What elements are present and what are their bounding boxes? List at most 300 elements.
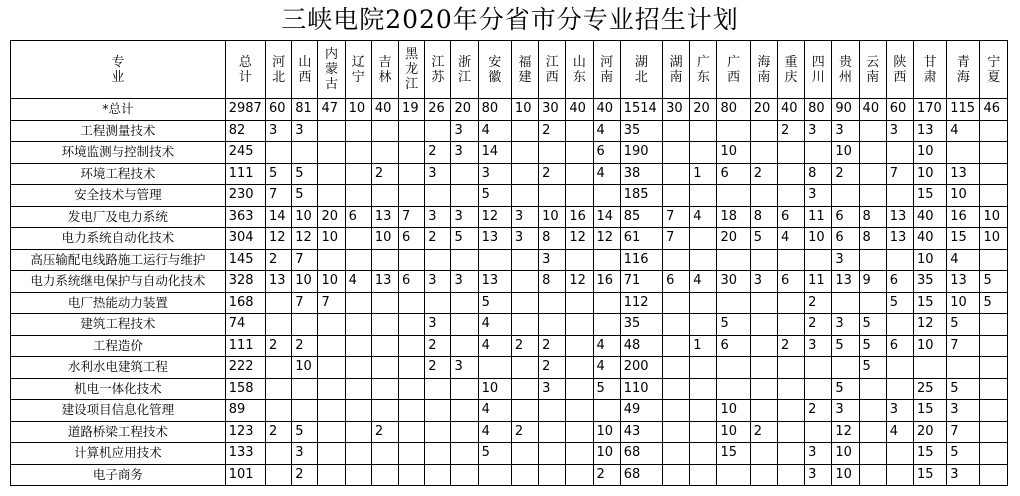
province-count-cell xyxy=(318,163,345,185)
province-count-cell: 13 xyxy=(478,271,511,293)
province-count-cell: 13 xyxy=(371,271,398,293)
column-header-label: 广东 xyxy=(696,54,710,85)
province-count-cell: 8 xyxy=(539,228,566,250)
province-count-cell: 3 xyxy=(886,120,913,142)
column-header-label: 四川 xyxy=(811,54,825,85)
province-count-cell xyxy=(663,292,690,314)
province-count-cell: 4 xyxy=(478,421,511,443)
province-count-cell xyxy=(663,314,690,336)
province-count-cell: 13 xyxy=(913,120,946,142)
province-count-cell: 5 xyxy=(478,185,511,207)
table-row xyxy=(11,206,1008,228)
column-header-label: 内蒙古 xyxy=(325,47,339,92)
province-count-cell: 3 xyxy=(425,271,451,293)
column-header-label: 青海 xyxy=(956,54,970,85)
province-count-cell xyxy=(371,335,398,357)
province-count-cell xyxy=(777,142,804,164)
province-count-cell xyxy=(425,120,451,142)
province-count-cell: 48 xyxy=(620,335,662,357)
province-count-cell xyxy=(318,464,345,486)
province-count-cell xyxy=(318,249,345,271)
column-header-label: 广西 xyxy=(727,54,741,85)
table-row xyxy=(11,443,1008,465)
province-count-cell xyxy=(511,185,538,207)
province-count-cell xyxy=(717,185,750,207)
table-row xyxy=(11,314,1008,336)
province-count-cell xyxy=(777,314,804,336)
province-count-cell: 10 xyxy=(913,142,946,164)
province-count-cell xyxy=(345,142,371,164)
total-count-cell: 133 xyxy=(225,443,265,465)
province-count-cell: 5 xyxy=(750,228,777,250)
province-count-cell: 81 xyxy=(292,99,318,121)
province-count-cell xyxy=(318,314,345,336)
province-count-cell xyxy=(566,464,593,486)
province-count-cell xyxy=(886,185,913,207)
enrollment-plan-table xyxy=(10,40,1008,486)
province-count-cell xyxy=(399,185,425,207)
province-count-cell: 13 xyxy=(886,206,913,228)
total-count-cell: 74 xyxy=(225,314,265,336)
province-count-cell xyxy=(777,443,804,465)
province-count-cell: 2 xyxy=(805,314,832,336)
province-count-cell: 3 xyxy=(451,271,478,293)
province-count-cell: 2 xyxy=(777,120,804,142)
province-count-cell xyxy=(980,400,1008,422)
province-count-cell: 35 xyxy=(620,120,662,142)
province-count-cell: 3 xyxy=(832,314,859,336)
province-count-cell: 12 xyxy=(566,271,593,293)
province-count-cell: 40 xyxy=(913,228,946,250)
province-count-cell xyxy=(292,142,318,164)
province-count-cell xyxy=(566,421,593,443)
province-count-cell: 4 xyxy=(593,357,620,379)
province-count-cell: 2 xyxy=(539,335,566,357)
column-header-province xyxy=(832,41,859,99)
province-count-cell: 2 xyxy=(292,335,318,357)
province-count-cell: 85 xyxy=(620,206,662,228)
province-count-cell: 3 xyxy=(511,206,538,228)
province-count-cell: 10 xyxy=(593,443,620,465)
province-count-cell: 68 xyxy=(620,464,662,486)
province-count-cell: 12 xyxy=(832,421,859,443)
province-count-cell xyxy=(345,120,371,142)
column-header-label: 河北 xyxy=(272,54,286,85)
province-count-cell: 13 xyxy=(886,228,913,250)
province-count-cell: 2 xyxy=(750,163,777,185)
province-count-cell xyxy=(345,357,371,379)
province-count-cell: 190 xyxy=(620,142,662,164)
column-header-label: 湖南 xyxy=(669,54,683,85)
column-header-province xyxy=(478,41,511,99)
province-count-cell: 7 xyxy=(318,292,345,314)
province-count-cell: 14 xyxy=(478,142,511,164)
province-count-cell xyxy=(980,335,1008,357)
province-count-cell xyxy=(663,357,690,379)
major-name-cell: 电力系统自动化技术 xyxy=(11,228,226,250)
province-count-cell xyxy=(859,249,886,271)
province-count-cell: 15 xyxy=(913,185,946,207)
province-count-cell: 49 xyxy=(620,400,662,422)
province-count-cell: 14 xyxy=(266,206,292,228)
column-header-label: 吉林 xyxy=(378,54,392,85)
column-header-province xyxy=(425,41,451,99)
province-count-cell: 14 xyxy=(593,206,620,228)
province-count-cell xyxy=(399,120,425,142)
province-count-cell xyxy=(750,357,777,379)
province-count-cell xyxy=(913,357,946,379)
major-name-cell: 建设项目信息化管理 xyxy=(11,400,226,422)
province-count-cell xyxy=(425,464,451,486)
province-count-cell xyxy=(451,443,478,465)
province-count-cell xyxy=(717,378,750,400)
province-count-cell: 2 xyxy=(425,335,451,357)
province-count-cell xyxy=(663,464,690,486)
province-count-cell xyxy=(511,378,538,400)
province-count-cell xyxy=(980,443,1008,465)
province-count-cell: 3 xyxy=(451,120,478,142)
column-header-label: 总计 xyxy=(238,54,252,85)
province-count-cell xyxy=(690,421,717,443)
province-count-cell: 18 xyxy=(717,206,750,228)
total-count-cell: 158 xyxy=(225,378,265,400)
province-count-cell: 2 xyxy=(511,335,538,357)
province-count-cell: 4 xyxy=(777,228,804,250)
province-count-cell xyxy=(399,421,425,443)
province-count-cell xyxy=(690,314,717,336)
column-header-label: 山西 xyxy=(298,54,312,85)
province-count-cell: 1514 xyxy=(620,99,662,121)
province-count-cell xyxy=(451,400,478,422)
province-count-cell: 19 xyxy=(399,99,425,121)
province-count-cell xyxy=(750,292,777,314)
province-count-cell: 35 xyxy=(913,271,946,293)
province-count-cell: 3 xyxy=(947,464,980,486)
province-count-cell xyxy=(399,443,425,465)
province-count-cell: 185 xyxy=(620,185,662,207)
province-count-cell: 3 xyxy=(750,271,777,293)
province-count-cell xyxy=(399,464,425,486)
province-count-cell xyxy=(371,357,398,379)
province-count-cell: 7 xyxy=(947,421,980,443)
total-count-cell: 2987 xyxy=(225,99,265,121)
province-count-cell xyxy=(859,443,886,465)
province-count-cell: 80 xyxy=(717,99,750,121)
province-count-cell xyxy=(399,292,425,314)
major-name-cell: 道路桥梁工程技术 xyxy=(11,421,226,443)
province-count-cell: 200 xyxy=(620,357,662,379)
province-count-cell: 5 xyxy=(980,271,1008,293)
province-count-cell xyxy=(750,400,777,422)
province-count-cell xyxy=(425,378,451,400)
province-count-cell: 13 xyxy=(478,228,511,250)
province-count-cell: 10 xyxy=(292,271,318,293)
province-count-cell: 12 xyxy=(266,228,292,250)
major-name-cell: 电厂热能动力装置 xyxy=(11,292,226,314)
province-count-cell: 2 xyxy=(511,421,538,443)
province-count-cell xyxy=(511,464,538,486)
province-count-cell: 3 xyxy=(266,120,292,142)
province-count-cell xyxy=(345,378,371,400)
province-count-cell xyxy=(777,249,804,271)
province-count-cell: 2 xyxy=(539,163,566,185)
province-count-cell xyxy=(399,335,425,357)
province-count-cell: 4 xyxy=(478,120,511,142)
province-count-cell: 7 xyxy=(399,206,425,228)
province-count-cell xyxy=(805,142,832,164)
province-count-cell: 6 xyxy=(399,271,425,293)
province-count-cell: 30 xyxy=(539,99,566,121)
province-count-cell xyxy=(690,357,717,379)
province-count-cell xyxy=(399,163,425,185)
province-count-cell xyxy=(318,335,345,357)
province-count-cell xyxy=(805,357,832,379)
province-count-cell: 3 xyxy=(292,443,318,465)
province-count-cell: 115 xyxy=(947,99,980,121)
province-count-cell xyxy=(345,228,371,250)
province-count-cell: 5 xyxy=(832,335,859,357)
province-count-cell xyxy=(318,142,345,164)
province-count-cell: 40 xyxy=(777,99,804,121)
column-header-label: 福建 xyxy=(518,54,532,85)
major-name-cell: 电子商务 xyxy=(11,464,226,486)
province-count-cell: 4 xyxy=(593,335,620,357)
province-count-cell: 2 xyxy=(539,120,566,142)
province-count-cell: 3 xyxy=(539,249,566,271)
province-count-cell xyxy=(663,120,690,142)
province-count-cell xyxy=(266,400,292,422)
province-count-cell xyxy=(511,314,538,336)
province-count-cell: 43 xyxy=(620,421,662,443)
province-count-cell xyxy=(451,163,478,185)
province-count-cell xyxy=(451,185,478,207)
province-count-cell xyxy=(690,378,717,400)
province-count-cell: 35 xyxy=(620,314,662,336)
province-count-cell: 116 xyxy=(620,249,662,271)
province-count-cell xyxy=(266,464,292,486)
province-count-cell: 10 xyxy=(511,99,538,121)
table-row xyxy=(11,142,1008,164)
province-count-cell: 3 xyxy=(805,185,832,207)
province-count-cell xyxy=(425,443,451,465)
province-count-cell xyxy=(663,163,690,185)
column-header-label: 甘肃 xyxy=(923,54,937,85)
province-count-cell: 46 xyxy=(980,99,1008,121)
province-count-cell: 4 xyxy=(947,249,980,271)
column-header-province xyxy=(451,41,478,99)
province-count-cell: 2 xyxy=(425,228,451,250)
column-header-province xyxy=(805,41,832,99)
province-count-cell: 4 xyxy=(886,421,913,443)
total-count-cell: 245 xyxy=(225,142,265,164)
column-header-province xyxy=(318,41,345,99)
province-count-cell xyxy=(593,314,620,336)
province-count-cell: 5 xyxy=(451,228,478,250)
province-count-cell: 2 xyxy=(805,400,832,422)
province-count-cell: 5 xyxy=(859,314,886,336)
province-count-cell: 2 xyxy=(266,421,292,443)
province-count-cell: 5 xyxy=(292,421,318,443)
province-count-cell: 60 xyxy=(886,99,913,121)
province-count-cell xyxy=(690,464,717,486)
province-count-cell: 6 xyxy=(663,271,690,293)
province-count-cell xyxy=(859,120,886,142)
province-count-cell: 12 xyxy=(478,206,511,228)
province-count-cell xyxy=(859,185,886,207)
province-count-cell xyxy=(371,120,398,142)
province-count-cell xyxy=(478,357,511,379)
province-count-cell xyxy=(451,335,478,357)
major-name-cell: 电力系统继电保护与自动化技术 xyxy=(11,271,226,293)
total-count-cell: 123 xyxy=(225,421,265,443)
province-count-cell xyxy=(886,443,913,465)
major-name-cell: 安全技术与管理 xyxy=(11,185,226,207)
province-count-cell: 5 xyxy=(980,292,1008,314)
total-count-cell: 363 xyxy=(225,206,265,228)
province-count-cell xyxy=(425,292,451,314)
page-title: 三峡电院2020年分省市分专业招生计划 xyxy=(281,5,739,34)
province-count-cell xyxy=(478,249,511,271)
province-count-cell: 60 xyxy=(266,99,292,121)
province-count-cell xyxy=(266,142,292,164)
province-count-cell: 3 xyxy=(805,120,832,142)
column-header-label: 浙江 xyxy=(458,54,472,85)
province-count-cell: 10 xyxy=(805,228,832,250)
province-count-cell xyxy=(717,357,750,379)
province-count-cell xyxy=(266,292,292,314)
province-count-cell xyxy=(717,464,750,486)
province-count-cell xyxy=(777,163,804,185)
province-count-cell: 10 xyxy=(371,228,398,250)
major-name-cell: 工程测量技术 xyxy=(11,120,226,142)
province-count-cell xyxy=(593,249,620,271)
province-count-cell: 3 xyxy=(425,206,451,228)
table-row xyxy=(11,271,1008,293)
major-name-cell: 发电厂及电力系统 xyxy=(11,206,226,228)
column-header-province xyxy=(620,41,662,99)
total-count-cell: 111 xyxy=(225,163,265,185)
province-count-cell xyxy=(980,464,1008,486)
column-header-label: 辽宁 xyxy=(351,54,365,85)
table-row xyxy=(11,120,1008,142)
province-count-cell: 5 xyxy=(266,163,292,185)
province-count-cell xyxy=(371,314,398,336)
total-count-cell: 304 xyxy=(225,228,265,250)
province-count-cell: 5 xyxy=(947,443,980,465)
province-count-cell: 6 xyxy=(345,206,371,228)
province-count-cell: 7 xyxy=(292,292,318,314)
province-count-cell: 20 xyxy=(913,421,946,443)
province-count-cell xyxy=(425,421,451,443)
province-count-cell xyxy=(511,292,538,314)
province-count-cell xyxy=(539,314,566,336)
province-count-cell: 110 xyxy=(620,378,662,400)
province-count-cell: 10 xyxy=(980,228,1008,250)
province-count-cell xyxy=(859,421,886,443)
province-count-cell: 3 xyxy=(805,464,832,486)
province-count-cell: 20 xyxy=(717,228,750,250)
province-count-cell: 10 xyxy=(913,335,946,357)
column-header-label: 专业 xyxy=(111,54,125,85)
province-count-cell xyxy=(292,314,318,336)
province-count-cell xyxy=(859,163,886,185)
province-count-cell: 2 xyxy=(371,163,398,185)
province-count-cell: 2 xyxy=(805,292,832,314)
major-name-cell: 高压输配电线路施工运行与维护 xyxy=(11,249,226,271)
province-count-cell: 8 xyxy=(750,206,777,228)
province-count-cell: 6 xyxy=(777,206,804,228)
province-count-cell: 2 xyxy=(832,163,859,185)
province-count-cell xyxy=(566,185,593,207)
province-count-cell: 12 xyxy=(566,228,593,250)
province-count-cell xyxy=(318,421,345,443)
table-header-row xyxy=(11,41,1008,99)
province-count-cell xyxy=(980,163,1008,185)
province-count-cell: 16 xyxy=(593,271,620,293)
province-count-cell: 11 xyxy=(805,206,832,228)
province-count-cell xyxy=(451,421,478,443)
province-count-cell xyxy=(371,185,398,207)
total-count-cell: 111 xyxy=(225,335,265,357)
column-header-province xyxy=(947,41,980,99)
province-count-cell xyxy=(859,142,886,164)
province-count-cell xyxy=(832,292,859,314)
province-count-cell: 7 xyxy=(886,163,913,185)
province-count-cell: 10 xyxy=(717,142,750,164)
province-count-cell: 10 xyxy=(318,228,345,250)
column-header-label: 安徽 xyxy=(488,54,502,85)
province-count-cell: 6 xyxy=(717,163,750,185)
province-count-cell xyxy=(750,335,777,357)
province-count-cell xyxy=(345,185,371,207)
province-count-cell xyxy=(345,292,371,314)
column-header-province xyxy=(980,41,1008,99)
province-count-cell: 10 xyxy=(832,142,859,164)
province-count-cell xyxy=(593,400,620,422)
province-count-cell: 12 xyxy=(292,228,318,250)
province-count-cell xyxy=(566,142,593,164)
province-count-cell: 40 xyxy=(371,99,398,121)
province-count-cell xyxy=(690,249,717,271)
total-count-cell: 82 xyxy=(225,120,265,142)
column-header-label: 陕西 xyxy=(893,54,907,85)
province-count-cell xyxy=(399,314,425,336)
table-row xyxy=(11,292,1008,314)
province-count-cell: 9 xyxy=(859,271,886,293)
province-count-cell: 3 xyxy=(805,443,832,465)
province-count-cell xyxy=(777,378,804,400)
province-count-cell: 2 xyxy=(593,464,620,486)
province-count-cell: 20 xyxy=(451,99,478,121)
province-count-cell: 5 xyxy=(292,185,318,207)
province-count-cell xyxy=(980,378,1008,400)
province-count-cell: 40 xyxy=(913,206,946,228)
column-header-province xyxy=(345,41,371,99)
total-row xyxy=(11,99,1008,121)
province-count-cell xyxy=(690,120,717,142)
province-count-cell xyxy=(318,443,345,465)
table-row xyxy=(11,357,1008,379)
province-count-cell: 71 xyxy=(620,271,662,293)
province-count-cell: 4 xyxy=(947,120,980,142)
province-count-cell: 15 xyxy=(913,443,946,465)
province-count-cell: 2 xyxy=(777,335,804,357)
province-count-cell: 2 xyxy=(750,421,777,443)
province-count-cell xyxy=(451,378,478,400)
province-count-cell xyxy=(451,314,478,336)
province-count-cell: 15 xyxy=(913,400,946,422)
province-count-cell xyxy=(980,120,1008,142)
